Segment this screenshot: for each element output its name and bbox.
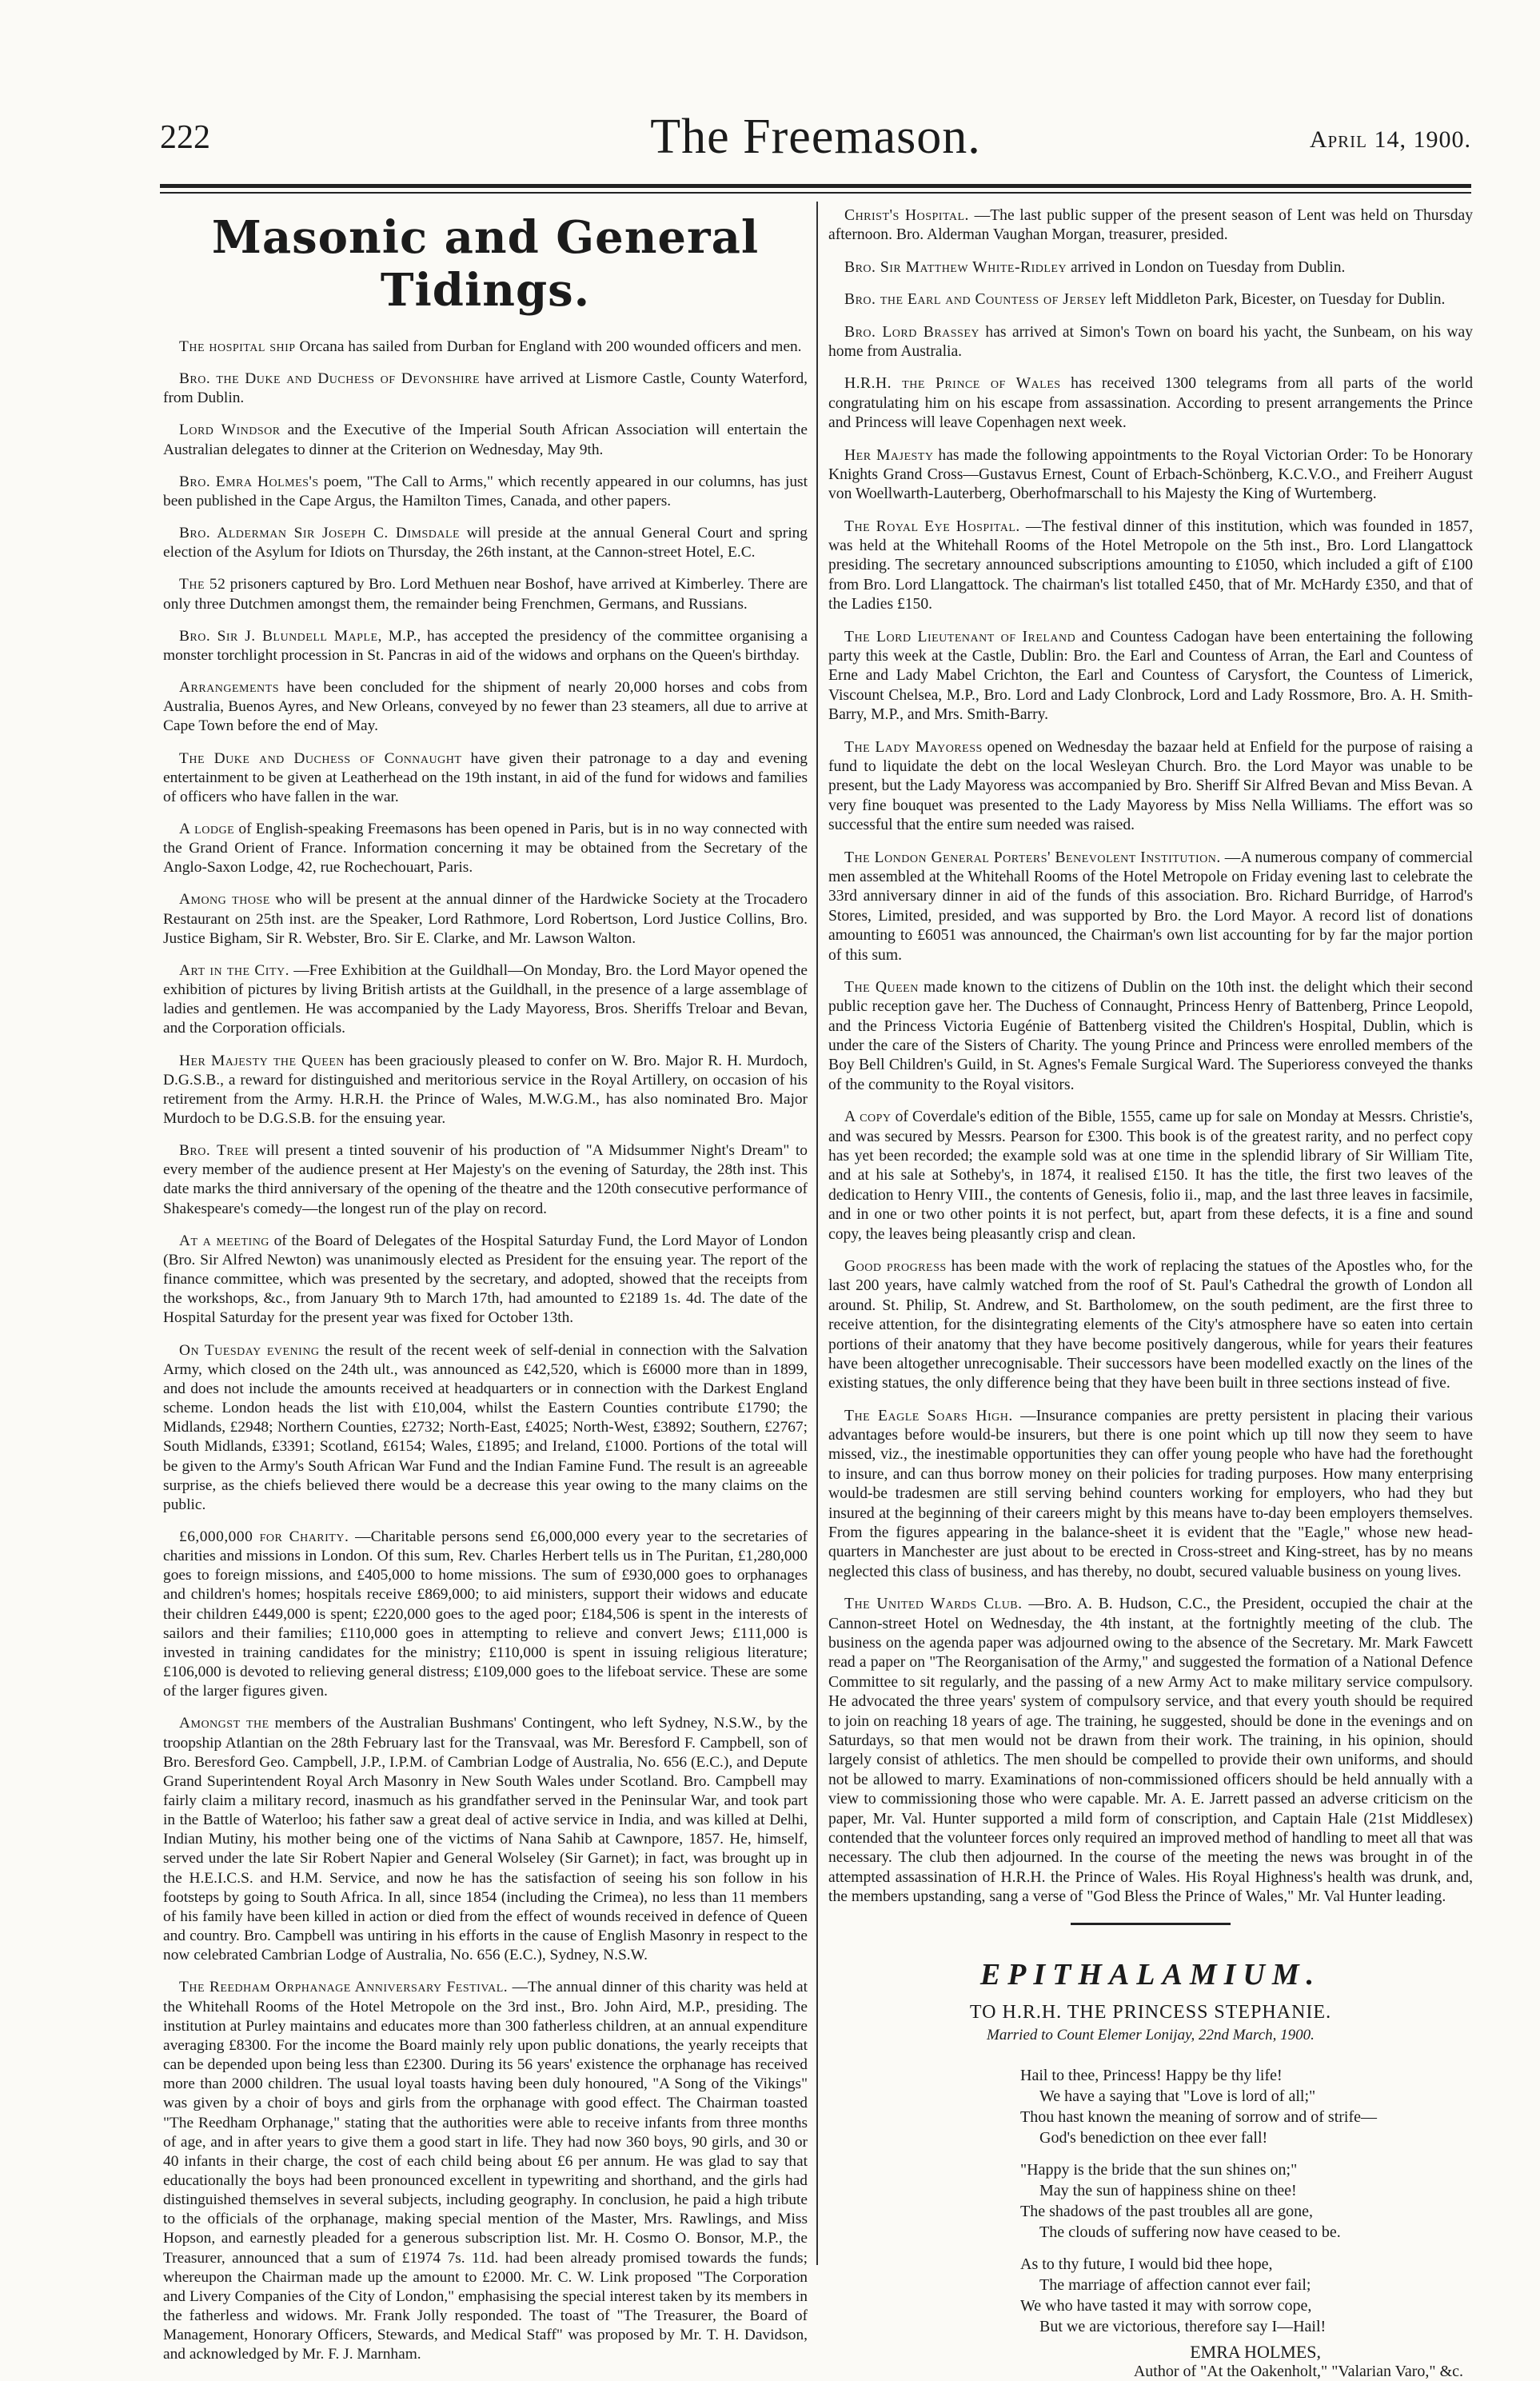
paragraph-text: have been concluded for the shipment of nearly 20,000 horses and cobs from Australia, Buenos Ayres, and New Orleans, conveyed by no fewer than 23 steamers, all due to arrive at Cape Town before the end of May. — [163, 679, 808, 735]
paragraph-lead: Bro. the Duke and Duchess of Devonshire — [179, 370, 481, 388]
paragraph-text: left Middleton Park, Bicester, on Tuesday for Dublin. — [1111, 291, 1446, 309]
paragraph-text: made known to the citizens of Dublin on the 10th inst. the delight which their second public reception gave her. The Duchess of Connaught, Princess Henry of Battenberg, Prince Leopold, and the Princess Victoria Eugénie of Battenberg visited the Children's Hospital, Dublin, which is under the care of the Sisters of Charity. The young Prince and Princess were enrolled members of the Boy Bell Children's Guild, in St. Agnes's Female Surgical Ward. The Superioress conveyed the thanks of the community to the Royal visitors. — [828, 978, 1473, 1093]
news-paragraph — [828, 517, 1473, 615]
news-paragraph — [163, 1528, 808, 1701]
paragraph-text: have given their patronage to a day and evening entertainment to be given at Leatherhead on the 19th instant, in aid of the fund for widows and families of officers who have fallen in the war. — [163, 749, 808, 805]
paragraph-lead: Among those — [179, 891, 270, 909]
page-number: 222 — [160, 119, 210, 156]
news-paragraph — [828, 1595, 1473, 1907]
news-paragraph — [828, 628, 1473, 725]
paragraph-text: who will be present at the annual dinner of the Hardwicke Society at the Trocadero Restaurant on 25th inst. are the Speaker, Lord Rathmore, Lord Robertson, Lord Justice Collins, Bro. Justice Bigham, Sir R. Webster, Bro. Sir E. Clarke, and Mr. Lawson Walton. — [163, 891, 808, 947]
news-paragraph — [828, 738, 1473, 836]
news-paragraph — [828, 978, 1473, 1095]
news-paragraph — [163, 1341, 808, 1515]
column-divider — [816, 202, 818, 2265]
news-paragraph — [828, 323, 1473, 362]
stanza-break — [828, 2243, 1473, 2254]
poem-line: God's benediction on thee ever fall! — [1039, 2129, 1268, 2147]
news-paragraph — [163, 749, 808, 807]
paragraph-lead: The Lady Mayoress — [844, 738, 983, 756]
news-paragraph — [828, 1108, 1473, 1244]
news-paragraph — [163, 1052, 808, 1129]
paragraph-lead: Bro. Tree — [179, 1142, 249, 1160]
paragraph-lead: Her Majesty — [844, 446, 934, 464]
paragraph-text: has arrived at Simon's Town on board his yacht, the Sunbeam, on his way home from Australia. — [828, 323, 1473, 360]
paragraph-lead: On Tuesday evening — [179, 1341, 320, 1359]
paragraph-lead: Bro. Sir Matthew White-Ridley — [844, 258, 1067, 276]
left-article-list — [163, 338, 808, 2365]
left-column — [163, 206, 808, 2363]
news-paragraph — [163, 370, 808, 408]
poem — [828, 1957, 1473, 2381]
poem-line: Thou hast known the meaning of sorrow and of strife— — [1020, 2108, 1378, 2127]
masthead — [160, 110, 1471, 182]
paragraph-text: members of the Australian Bushmans' Contingent, who left Sydney, N.S.W., by the troopship Atlantian on the 28th February last for the Transvaal, was Mr. Beresford F. Campbell, son of Bro. Beresford Geo. Campbell, J.P., I.P.M. of Cambrian Lodge of Australia, No. 656 (E.C.), and Depute Grand Superintendent Royal Arch Masonry in New South Wales under Scotland. Bro. Campbell may fairly claim a military record, inasmuch as his grandfather served in the Peninsular War, and took part in the Battle of Waterloo; his father saw a great deal of active service in India, and was killed at Delhi, Indian Mutiny, his mother being one of the victims of Nana Sahib at Cawnpore, 1857. He, himself, served under the late Sir Robert Napier and General Wolseley (Sir Garnet); in fact, was brought up in the H.E.I.C.S. and H.M. Service, and now he has the satisfaction of seeing his son follow in his footsteps by going to South Africa. In all, since 1854 (including the Crimea), no less than 11 members of his family have been killed in action or died from the effect of wounds received in defence of Queen and country. Bro. Campbell was untiring in his efforts in the cause of English Masonry in respect to the now celebrated Cambrian Lodge of Australia, No. 656 (E.C.), Sydney, N.S.W. — [163, 1715, 808, 1964]
paragraph-text: prisoners captured by Bro. Lord Methuen near Boshof, have arrived at Kimberley. There are only three Dutchmen amongst them, the remainder being Frenchmen, Germans, and Russians. — [163, 576, 808, 613]
paragraph-lead: Bro. Emra Holmes's — [179, 473, 319, 490]
paragraph-lead: A copy — [844, 1109, 892, 1126]
news-paragraph — [828, 446, 1473, 505]
paragraph-text: of English-speaking Freemasons has been opened in Paris, but is in no way connected with the Grand Orient of France. Information concerning it may be obtained from the Secretary of the Anglo-Saxon Lodge, 42, rue Rochechouart, Paris. — [163, 820, 808, 877]
paragraph-lead: The 52 — [179, 576, 226, 593]
paragraph-lead: £6,000,000 for Charity. — [179, 1528, 349, 1545]
news-paragraph — [163, 1714, 808, 1965]
paragraph-text: Orcana has sailed from Durban for England with 200 wounded officers and men. — [299, 338, 802, 355]
paragraph-lead: Arrangements — [179, 679, 280, 697]
news-paragraph — [828, 374, 1473, 433]
paragraph-lead: At a meeting — [179, 1232, 269, 1249]
paragraph-text: and Countess Cadogan have been entertaining the following party this week at the Castle, Dublin: Bro. the Earl and Countess of Arran, the Earl and Countess of Erne and Lady Mabel Crichton, the Earl and Countess of Carysfort, the Countess of Limerick, Viscount Chelsea, M.P., Bro. Lord and Lady Clonbrock, Lord and Lady Rossmore, Bro. A. H. Smith-Barry, M.P., and Mrs. Smith-Barry. — [828, 628, 1473, 724]
masthead-rule-thick — [160, 184, 1471, 188]
news-paragraph — [163, 338, 808, 357]
paragraph-text: the result of the recent week of self-denial in connection with the Salvation Army, which closed on the 24th ult., was announced as £42,520, which is £6000 more than in 1899, and does not include the amounts received at headquarters or in connection with the Darkest England scheme. London heads the list with £10,004, whilst the Eastern Counties contribute £1790; the Midlands, £2948; Northern Counties, £2732; North-East, £4025; North-West, £3892; Southern, £2767; South Midlands, £3391; Scotland, £6154; Wales, £1895; and Ireland, £1000. Portions of the total will be given to the Army's South African War Fund and the Indian Famine Fund. The result is an agreeable surprise, as the chiefs believed there would be a decrease this year owing to the many claims on the public. — [163, 1341, 808, 1513]
issue-date: April 14, 1900. — [1309, 126, 1471, 153]
paragraph-text: has made the following appointments to the Royal Victorian Order: To be Honorary Knights Grand Cross—Gustavus Ernest, Count of Erbach-Schönberg, K.C.V.O., and Freiherr August von Woellwarth-Lauterberg, Oberhofmarschall to his Majesty the King of Wurtemberg. — [828, 446, 1473, 503]
poem-subtitle: Married to Count Elemer Lonijay, 22nd March, 1900. — [987, 2027, 1315, 2044]
paragraph-text: poem, "The Call to Arms," which recently appeared in our columns, has just been published in the Cape Argus, the Hamilton Times, Canada, and other papers. — [163, 473, 808, 509]
paragraph-text: and the Executive of the Imperial South African Association will entertain the Australian delegates to dinner at the Criterion on Wednesday, May 9th. — [163, 421, 808, 458]
paragraph-text: of Coverdale's edition of the Bible, 1555, came up for sale on Monday at Messrs. Christie's, and was secured by Messrs. Pearson for £300. This book is of the greatest rarity, and no perfect copy has yet been recorded; the example sold was at one time in the splendid library of Sir William Tite, and at his sale at Sotheby's, in 1874, it realised £150. It has the title, the first two leaves of the dedication to Henry VIII., the contents of Genesis, folio ii., map, and the last three leaves in facsimile, and in one or two other points it is not perfect, but, apart from these defects, it is a fine and sound copy, the leaves being pleasantly crisp and clean. — [828, 1109, 1474, 1243]
poem-line: As to thy future, I would bid thee hope, — [1020, 2255, 1273, 2274]
paragraph-lead: Her Majesty the Queen — [179, 1052, 345, 1069]
paragraph-text: —The annual dinner of this charity was held at the Whitehall Rooms of the Hotel Metropole on the 3rd inst., Bro. John Aird, M.P., presiding. The institution at Purley maintains and educates more than 300 fatherless children, at an annual expenditure averaging £8300. For the income the Board mainly rely upon public donations, the yearly receipts that can be depended upon being less than £2300. During its 56 years' existence the orphanage has received more than 2000 children. The usual loyal toasts having been duly honoured, "A Song of the Vikings" was given by a choir of boys and girls from the orphanage with good effect. The Chairman toasted "The Reedham Orphanage," stating that the authorities were able to receive infants from three months of age, and in after years to give them a good start in life. They had now 360 boys, 90 girls, and 30 or 40 infants in their charge, the cost of each child being about £6 per annum. He was glad to say that educationally the boys had been pronounced excellent in typewriting and shorthand, and the girls had distinguished themselves in several subjects, including geography. In conclusion, he paid a high tribute to the officials of the orphanage, making special mention of the Master, Mrs. Rawlings, and Miss Hopson, and earnestly pleaded for a generous subscription list. Mr. H. Cosmo O. Bonsor, M.P., the Treasurer, announced that a sum of £1974 7s. 11d. had been already promised towards the funds; whereupon the Chairman made up the amount to £2000. Mr. C. W. Link proposed "The Corporation and Livery Companies of the City of London," emphasising the special interest taken by its members in the fatherless and widows. Mr. Frank Jolly responded. The toast of "The Treasurer, the Board of Management, Honorary Officers, Stewards, and Medical Staff" was proposed by Mr. T. H. Davidson, and acknowledged by Mr. F. J. Marnham. — [163, 1979, 808, 2363]
paragraph-text: has been graciously pleased to confer on W. Bro. Major R. H. Murdoch, D.G.S.B., a reward for distinguished and meritorious service in the Royal Artillery, on occasion of his retirement from the Army. H.R.H. the Prince of Wales, M.W.G.M., has also nominated Bro. Major Murdoch to be D.G.S.B. for the ensuing year. — [163, 1052, 808, 1127]
poem-line: We have a saying that "Love is lord of all;" — [1039, 2087, 1316, 2106]
news-paragraph — [163, 1141, 808, 1219]
newspaper-title: The Freemason. — [650, 110, 981, 164]
paragraph-lead: Amongst the — [179, 1715, 269, 1732]
paragraph-text: —Free Exhibition at the Guildhall—On Monday, Bro. the Lord Mayor opened the exhibition of pictures by living British artists at the Guildhall, in the presence of a large assemblage of ladies and gentlemen. He was accompanied by the Lady Mayoress, Bros. Sheriffs Treloar and Bevan, and the Corporation officials. — [163, 961, 808, 1037]
paragraph-text: arrived in London on Tuesday from Dublin. — [1070, 258, 1346, 276]
news-paragraph — [828, 1407, 1473, 1583]
poem-line: The shadows of the past troubles all are gone, — [1020, 2203, 1314, 2221]
paragraph-text: opened on Wednesday the bazaar held at Enfield for the purpose of raising a fund to liquidate the debt on the local Wesleyan Church. Bro. the Lord Mayor was unable to be present, but the Lady Mayoress was accompanied by Bro. Sheriff Sir Alfred Bevan and Miss Bevan. A very fine bouquet was presented to the Lady Mayoress by Miss Nella Williams. The effort was so successful that the entire sum needed was raised. — [828, 738, 1473, 834]
paragraph-text: —Charitable persons send £6,000,000 every year to the secretaries of charities and missions in London. Of this sum, Rev. Charles Herbert tells us in The Puritan, £1,280,000 goes to foreign missions, and £405,000 to home missions. The sum of £930,000 goes to orphanages and children's homes; hospitals receive £869,000; to aid ministers, support their widows and educate their children £449,000 is spent; £220,000 goes to the aged poor; £184,506 is spent in the interests of sailors and their families; £110,000 goes in attempting to relieve and convert Jews; £111,000 is invested in training candidates for the ministry; £110,000 is spent in issuing religious literature; £106,000 is devoted to relieving general distress; £109,000 goes to the lifeboat service. These are some of the larger figures given. — [163, 1528, 808, 1700]
paragraph-text: —Insurance companies are pretty persistent in placing their various advantages before would-be insurers, but there is one point which up till now they seem to have missed, viz., the inestimable opportunities they can offer young people who have had the forethought to insure, and can thus borrow money on their policies for trading purposes. How many enterprising would-be tradesmen are still serving behind counters working for employers, who had they but insured at the beginning of their careers might by this means have to-day been employers themselves. From the figures appearing in the balance-sheet it is evident that the "Eagle," whose new head-quarters in Manchester are just about to be erected in Cross-street and King-street, has by no means neglected this class of business, and has thereby, no doubt, secured valuable business on young lives. — [828, 1407, 1473, 1580]
poem-line: May the sun of happiness shine on thee! — [1039, 2182, 1297, 2200]
paragraph-text: have arrived at Lismore Castle, County Waterford, from Dublin. — [163, 370, 808, 407]
paragraph-lead: The hospital ship — [179, 338, 296, 355]
poem-line: "Happy is the bride that the sun shines on;" — [1020, 2161, 1298, 2179]
section-heading: Masonic and General Tidings. — [211, 211, 760, 317]
paragraph-lead: The United Wards Club. — [844, 1596, 1023, 1613]
paragraph-lead: Bro. the Earl and Countess of Jersey — [844, 291, 1107, 309]
news-paragraph — [163, 473, 808, 511]
news-paragraph — [163, 575, 808, 613]
paragraph-text: —Bro. A. B. Hudson, C.C., the President, occupied the chair at the Cannon-street Hotel on Wednesday, the 4th instant, at the fortnightly meeting of the club. The business on the agenda paper was adjourned owing to the absence of the Secretary. Mr. Mark Fawcett read a paper on "The Reorganisation of the Army," and suggested the formation of a National Defence Committee to sit regularly, and the passing of a new Army Act to make military service compulsory. He advocated the three years' system of compulsory service, and that every youth should be required to join on reaching 18 years of age. The training, he suggested, should be done in the evenings and on Saturdays, so that men would not be drawn from their work. The training, in his opinion, should largely consist of athletics. The men should be compelled to provide their own uniforms, and should not be allowed to marry. Examinations of non-commissioned officers should be held annually with a view to commissioning those who were capable. Mr. A. E. Jarrett passed an adverse criticism on the paper, Mr. Val. Hunter supported a mild form of conscription, and Captain Hale (21st Middlesex) contended that the volunteer forces only required an improved method of handling to meet all that was necessary. The club then adjourned. In the course of the meeting the news was brought in of the attempted assassination of H.R.H. the Prince of Wales. His Royal Highness's health was drunk, and, the members upstanding, sang a verse of "God Bless the Prince of Wales," Mr. Val Hunter leading. — [828, 1596, 1473, 1906]
news-paragraph — [163, 890, 808, 948]
poem-author: EMRA HOLMES, — [1190, 2342, 1321, 2363]
paragraph-lead: Good progress — [844, 1257, 947, 1275]
poem-line: The marriage of affection cannot ever fail; — [1039, 2276, 1311, 2295]
poem-line: Hail to thee, Princess! Happy be thy life! — [1020, 2067, 1283, 2085]
masthead-rule-thin — [160, 192, 1471, 194]
paragraph-text: has been made with the work of replacing the statues of the Apostles who, for the last 200 years, have calmly watched from the roof of St. Paul's Cathedral the growth of London all around. St. Philip, St. Andrew, and St. Bartholomew, on the south pediment, are the first three to receive attention, for the disintegrating elements of the City's atmosphere have so eaten into certain portions of their anatomy that they have become positively dangerous, while for years their features have been altogether unrecognisable. Their successors have been modelled exactly on the lines of the existing statues, the only difference being that they have been built in three sections instead of five. — [828, 1257, 1474, 1392]
paragraph-text: —The last public supper of the present season of Lent was held on Thursday afternoon. Bro. Alderman Vaughan Morgan, treasurer, presided. — [828, 207, 1473, 244]
poem-author-credit: Author of "At the Oakenholt," "Valarian Varo," &c. — [1133, 2363, 1463, 2381]
news-paragraph — [163, 627, 808, 665]
news-paragraph — [163, 678, 808, 736]
paragraph-lead: A lodge — [179, 820, 235, 837]
paragraph-lead: The Duke and Duchess of Connaught — [179, 749, 462, 767]
poem-line: The clouds of suffering now have ceased to be. — [1039, 2223, 1341, 2242]
paragraph-lead: Bro. Lord Brassey — [844, 323, 980, 341]
paragraph-text: M.P., has accepted the presidency of the committee organising a monster torchlight procession in St. Pancras in aid of the widows and orphans on the Queen's birthday. — [163, 627, 808, 664]
paragraph-lead: Lord Windsor — [179, 421, 281, 439]
poem-line: But we are victorious, therefore say I—Hail! — [1039, 2318, 1327, 2336]
news-paragraph — [163, 524, 808, 562]
news-paragraph — [163, 961, 808, 1039]
news-paragraph — [163, 1232, 808, 1328]
paragraph-lead: The Lord Lieutenant of Ireland — [844, 628, 1076, 645]
news-paragraph — [163, 1978, 808, 2364]
poem-line: We who have tasted it may with sorrow cope, — [1020, 2297, 1312, 2315]
paragraph-text: will preside at the annual General Court and spring election of the Asylum for Idiots on Thursday, the 26th instant, at the Cannon-street Hotel, E.C. — [163, 525, 808, 561]
poem-title: EPITHALAMIUM. — [979, 1958, 1322, 1992]
paragraph-text: of the Board of Delegates of the Hospital Saturday Fund, the Lord Mayor of London (Bro. Sir Alfred Newton) was unanimously elected as President for the ensuing year. The report of the finance committee, which was presented by the secretary, and adopted, showed that the receipts from the workshops, &c., from January 9th to March 17th, had amounted to £2189 1s. 4d. The date of the Hospital Saturday for the present year was fixed for October 13th. — [163, 1232, 808, 1327]
paragraph-lead: The London General Porters' Benevolent Institution. — [844, 849, 1221, 866]
paragraph-text: will present a tinted souvenir of his production of "A Midsummer Night's Dream" to every member of the audience present at Her Majesty's on the evening of Saturday, the 28th inst. This date marks the third anniversary of the opening of the theatre and the 120th consecutive performance of Shakespeare's comedy—the longest run of the play on record. — [163, 1142, 808, 1217]
right-column — [828, 206, 1474, 2381]
paragraph-lead: Bro. Sir J. Blundell Maple, — [179, 627, 382, 645]
paragraph-text: —A numerous company of commercial men assembled at the Whitehall Rooms of the Hotel Metropole on Friday evening last to celebrate the 33rd anniversary dinner in aid of the funds of this association. Bro. Richard Burridge, of Harrod's Stores, Limited, presided, and was supported by Bro. the Lord Mayor. A record list of donations amounting to £6051 was announced, the Chairman's own list accounting for by far the major portion of this sum. — [828, 849, 1474, 964]
right-article-list — [828, 206, 1473, 1907]
paragraph-lead: H.R.H. the Prince of Wales — [844, 375, 1061, 393]
poem-dedication: TO H.R.H. THE PRINCESS STEPHANIE. — [969, 2002, 1332, 2023]
news-paragraph — [828, 849, 1473, 965]
news-paragraph — [163, 820, 808, 877]
paragraph-text: —The festival dinner of this institution, which was founded in 1857, was held at the Whitehall Rooms of the Hotel Metropole on the 5th inst., Bro. Lord Llangattock presiding. The secretary announced subscriptions amounting to £1050, which included a gift of £100 from Bro. Lord Llangattock. The chairman's list totalled £450, that of Mr. McHardy £350, and that of the Ladies £150. — [828, 517, 1473, 613]
stanza-break — [828, 2148, 1473, 2159]
paragraph-lead: The Royal Eye Hospital. — [844, 517, 1020, 535]
news-paragraph — [828, 206, 1473, 246]
paragraph-lead: Christ's Hospital. — [844, 207, 969, 224]
paragraph-lead: Bro. Alderman Sir Joseph C. Dimsdale — [179, 525, 461, 542]
paragraph-text: has received 1300 telegrams from all parts of the world congratulating him on his escape from assassination. According to present arrangements the Prince and Princess will leave Copenhagen next week. — [828, 375, 1473, 432]
paragraph-lead: The Eagle Soars High. — [844, 1407, 1013, 1424]
news-paragraph — [828, 1257, 1473, 1394]
news-paragraph — [163, 421, 808, 459]
news-paragraph — [828, 258, 1473, 278]
article-end-rule — [1071, 1923, 1231, 1925]
paragraph-lead: The Reedham Orphanage Anniversary Festival. — [179, 1979, 509, 1996]
paragraph-lead: Art in the City. — [179, 961, 289, 979]
paragraph-lead: The Queen — [844, 978, 919, 996]
news-paragraph — [828, 290, 1473, 310]
poem-body — [828, 2065, 1473, 2337]
